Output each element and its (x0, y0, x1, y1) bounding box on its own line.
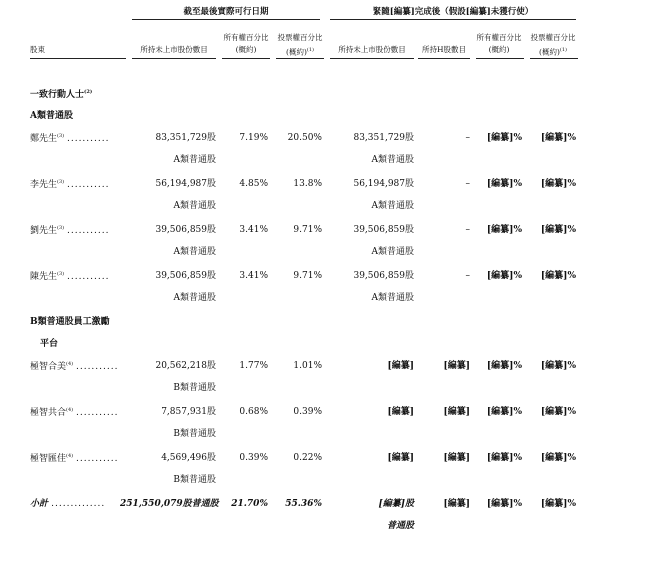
col-rule-h-shares (418, 58, 470, 59)
h-shares: [編纂] (443, 361, 470, 371)
share-class: B類普通股 (173, 429, 216, 439)
h-shares: [編纂] (443, 453, 470, 463)
shares-held-after: [編纂] (387, 407, 414, 417)
col-rule-shareholder (30, 58, 126, 59)
header-group-right-rule (330, 19, 576, 20)
col-rule-pct-own (222, 58, 270, 59)
share-class: A類普通股 (173, 247, 216, 257)
pct-voting: 20.50% (287, 133, 322, 143)
subtotal-pct-vote-after: [編纂]% (540, 499, 576, 509)
shares-held: 56,194,987股 (155, 179, 216, 189)
col-rule-shares-after (330, 58, 414, 59)
header-group-left: 截至最後實際可行日期 (183, 7, 269, 17)
shareholder-name: 劉先生$^{(3)}$ ........... (30, 225, 110, 236)
header-shares-held: 所持未上市股份數目 (140, 45, 208, 54)
header-group-right: 緊隨[編纂]完成後（假設[編纂]未獲行使） (372, 7, 534, 17)
pct-ownership: 0.68% (239, 407, 268, 417)
pct-voting: 13.8% (293, 179, 322, 189)
pct-voting: 1.01% (293, 361, 322, 371)
pct-voting-after: [編纂]% (540, 271, 576, 281)
shares-held-after: [編纂] (387, 453, 414, 463)
subtotal-pct-own: 21.70% (231, 499, 268, 509)
share-class-after: A類普通股 (371, 247, 414, 257)
pct-voting: 0.39% (293, 407, 322, 417)
pct-ownership: 0.39% (239, 453, 268, 463)
pct-ownership: 7.19% (239, 133, 268, 143)
header-h-shares: 所持H股數目 (421, 45, 467, 54)
shareholder-name: 陳先生$^{(3)}$ ........... (30, 271, 110, 282)
h-shares: – (465, 271, 470, 281)
subtotal-shares-after: [編纂]股 (378, 499, 414, 509)
shares-held: 7,857,931股 (161, 407, 216, 417)
share-class: A類普通股 (173, 293, 216, 303)
pct-voting-after: [編纂]% (540, 361, 576, 371)
shareholder-name: 極智匯佳$^{(4)}$ ........... (30, 453, 119, 464)
shares-held: 4,569,496股 (161, 453, 216, 463)
pct-ownership-after: [編纂]% (486, 407, 522, 417)
pct-ownership-after: [編纂]% (486, 225, 522, 235)
pct-ownership: 3.41% (239, 225, 268, 235)
shares-held: 39,506,859股 (155, 225, 216, 235)
h-shares: – (465, 225, 470, 235)
pct-voting-after: [編纂]% (540, 179, 576, 189)
share-class: A類普通股 (173, 201, 216, 211)
subtotal-shares-after-class: 普通股 (386, 521, 414, 531)
section-class-b-line1: B類普通股員工激勵 (30, 317, 110, 327)
pct-voting: 9.71% (293, 225, 322, 235)
shareholder-name: 極智共合$^{(4)}$ ........... (30, 407, 119, 418)
pct-ownership-after: [編纂]% (486, 361, 522, 371)
header-pct-voting: 投票權百分比 (概約)$^{(1)}$ (277, 33, 323, 57)
pct-ownership: 3.41% (239, 271, 268, 281)
subtotal-label: 小計 .............. (30, 499, 106, 509)
shares-held: 39,506,859股 (155, 271, 216, 281)
pct-voting: 0.22% (293, 453, 322, 463)
pct-ownership: 1.77% (239, 361, 268, 371)
pct-voting-after: [編纂]% (540, 225, 576, 235)
pct-ownership: 4.85% (239, 179, 268, 189)
share-class-after: A類普通股 (371, 201, 414, 211)
col-rule-pct-own-after (476, 58, 524, 59)
h-shares: [編纂] (443, 407, 470, 417)
shareholder-name: 李先生$^{(3)}$ ........... (30, 179, 110, 190)
shares-held-after: [編纂] (387, 361, 414, 371)
subtotal-pct-vote: 55.36% (285, 499, 322, 509)
share-class-after: A類普通股 (371, 155, 414, 165)
h-shares: – (465, 133, 470, 143)
shares-held-after: 39,506,859股 (353, 225, 414, 235)
header-pct-ownership: 所有權百分比 (概約) (223, 33, 269, 54)
share-class: B類普通股 (173, 475, 216, 485)
share-class: A類普通股 (173, 155, 216, 165)
shares-held: 83,351,729股 (155, 133, 216, 143)
shares-held: 20,562,218股 (155, 361, 216, 371)
pct-ownership-after: [編纂]% (486, 453, 522, 463)
pct-voting: 9.71% (293, 271, 322, 281)
pct-ownership-after: [編纂]% (486, 133, 522, 143)
subtotal-h-shares: [編纂] (443, 499, 470, 509)
subtotal-shares: 251,550,079股普通股 (120, 499, 219, 509)
header-pct-voting-after: 投票權百分比 (概約)$^{(1)}$ (530, 33, 576, 57)
section-class-a: A類普通股 (30, 111, 73, 121)
header-shares-held-after: 所持未上市股份數目 (338, 45, 406, 54)
share-class-after: A類普通股 (371, 293, 414, 303)
shares-held-after: 83,351,729股 (353, 133, 414, 143)
pct-ownership-after: [編纂]% (486, 179, 522, 189)
pct-voting-after: [編纂]% (540, 407, 576, 417)
shareholder-name: 鄭先生$^{(3)}$ ........... (30, 133, 110, 144)
pct-voting-after: [編纂]% (540, 453, 576, 463)
col-rule-shares (132, 58, 216, 59)
section-concert-parties: 一致行動人士$^{(2)}$ (30, 89, 93, 100)
col-rule-pct-vote (276, 58, 324, 59)
shareholder-name: 極智合美$^{(4)}$ ........... (30, 361, 119, 372)
shares-held-after: 56,194,987股 (353, 179, 414, 189)
header-group-left-rule (132, 19, 320, 20)
h-shares: – (465, 179, 470, 189)
shares-held-after: 39,506,859股 (353, 271, 414, 281)
header-pct-ownership-after: 所有權百分比 (概約) (476, 33, 522, 54)
header-shareholder: 股東 (30, 45, 45, 54)
col-rule-pct-vote-after (530, 58, 578, 59)
pct-voting-after: [編纂]% (540, 133, 576, 143)
pct-ownership-after: [編纂]% (486, 271, 522, 281)
section-class-b-line2: 平台 (40, 339, 59, 349)
subtotal-pct-own-after: [編纂]% (486, 499, 522, 509)
share-class: B類普通股 (173, 383, 216, 393)
